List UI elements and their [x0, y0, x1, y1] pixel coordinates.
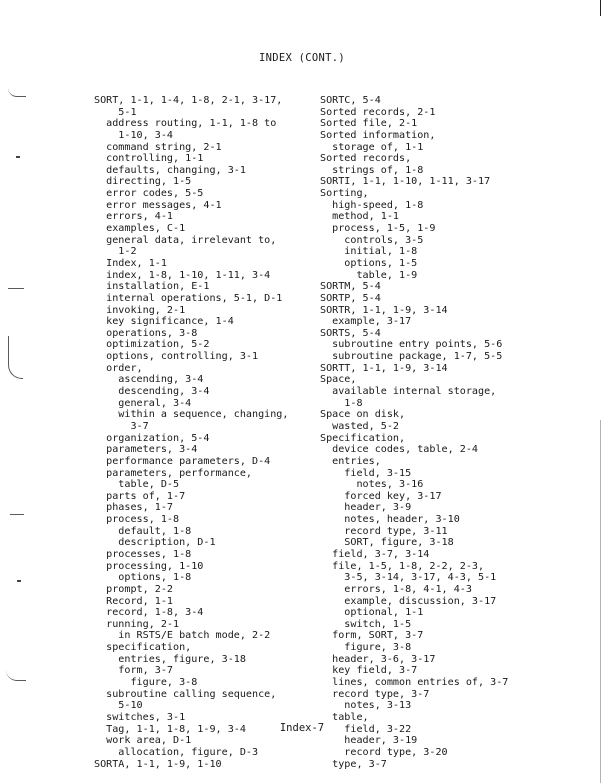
index-entry: address routing, 1-1, 1-8 to — [94, 118, 277, 130]
page-footer: Index-7 — [279, 722, 325, 734]
index-entry: wasted, 5-2 — [320, 420, 400, 432]
index-entry: allocation, figure, D-3 — [94, 746, 259, 758]
index-entry: general, 3-4 — [94, 397, 192, 409]
index-entry: 3-5, 3-14, 3-17, 4-3, 5-1 — [320, 572, 497, 584]
index-entry: storage of, 1-1 — [320, 141, 424, 153]
index-entry: operations, 3-8 — [94, 327, 198, 339]
index-entry: examples, C-1 — [94, 223, 186, 235]
index-entry: default, 1-8 — [94, 525, 192, 537]
index-entry: process, 1-5, 1-9 — [320, 223, 436, 235]
index-entry: optimization, 5-2 — [94, 339, 210, 351]
index-entry: form, 3-7 — [94, 665, 174, 677]
index-entry: invoking, 2-1 — [94, 304, 186, 316]
index-entry: key field, 3-7 — [320, 665, 418, 677]
index-entry: errors, 4-1 — [94, 211, 174, 223]
index-entry: Sorted records, — [320, 153, 412, 165]
index-entry: field, 3-15 — [320, 467, 412, 479]
index-entry: subroutine entry points, 5-6 — [320, 339, 503, 351]
index-entry: field, 3-22 — [320, 723, 412, 735]
index-entry: description, D-1 — [94, 537, 216, 549]
index-entry: Specification, — [320, 432, 406, 444]
edge-rule — [600, 0, 601, 16]
index-entry: processing, 1-10 — [94, 560, 204, 572]
index-entry: figure, 3-8 — [320, 642, 412, 654]
index-entry: SORT, figure, 3-18 — [320, 537, 454, 549]
index-entry: record type, 3-7 — [320, 688, 430, 700]
index-entry: strings of, 1-8 — [320, 164, 424, 176]
index-column-left — [94, 95, 288, 770]
index-entry: general data, irrelevant to, — [94, 234, 277, 246]
scan-mark — [8, 88, 26, 97]
index-entry: type, 3-7 — [320, 758, 387, 770]
index-entry: entries, — [320, 455, 381, 467]
index-entry: optional, 1-1 — [320, 607, 424, 619]
index-entry: SORTM, 5-4 — [320, 281, 381, 293]
index-entry: parameters, 3-4 — [94, 444, 198, 456]
index-entry: specification, — [94, 642, 192, 654]
index-entry: options, 1-8 — [94, 572, 192, 584]
index-entry: notes, 3-16 — [320, 479, 424, 491]
index-entry: table, D-5 — [94, 479, 180, 491]
index-entry: running, 2-1 — [94, 618, 180, 630]
index-entry: directing, 1-5 — [94, 176, 192, 188]
index-entry: SORTR, 1-1, 1-9, 3-14 — [320, 304, 448, 316]
index-entry: device codes, table, 2-4 — [320, 444, 479, 456]
index-entry: SORTS, 5-4 — [320, 327, 381, 339]
index-entry: Space on disk, — [320, 409, 406, 421]
index-entry: entries, figure, 3-18 — [94, 653, 246, 665]
index-entry: performance parameters, D-4 — [94, 455, 271, 467]
index-entry: available internal storage, — [320, 386, 497, 398]
index-entry: SORTI, 1-1, 1-10, 1-11, 3-17 — [320, 176, 491, 188]
index-entry: Tag, 1-1, 1-8, 1-9, 3-4 — [94, 723, 246, 735]
index-entry: SORTT, 1-1, 1-9, 3-14 — [320, 362, 448, 374]
index-entry: 1-2 — [94, 246, 137, 258]
index-entry: work area, D-1 — [94, 735, 192, 747]
index-entry: within a sequence, changing, — [94, 409, 289, 421]
index-entry: SORTP, 5-4 — [320, 292, 381, 304]
index-entry: Sorted information, — [320, 129, 436, 141]
index-entry: prompt, 2-2 — [94, 583, 174, 595]
index-entry: internal operations, 5-1, D-1 — [94, 292, 283, 304]
index-entry: notes, 3-13 — [320, 700, 412, 712]
index-entry: notes, header, 3-10 — [320, 514, 460, 526]
index-entry: method, 1-1 — [320, 211, 400, 223]
index-entry: 1-10, 3-4 — [94, 129, 174, 141]
index-entry: header, 3-9 — [320, 502, 412, 514]
index-entry: parts of, 1-7 — [94, 490, 186, 502]
scan-mark — [8, 336, 23, 379]
index-entry: phases, 1-7 — [94, 502, 174, 514]
index-entry: order, — [94, 362, 143, 374]
index-entry: SORTC, 5-4 — [320, 95, 381, 106]
index-entry: SORTA, 1-1, 1-9, 1-10 — [94, 758, 222, 770]
index-entry: processes, 1-8 — [94, 548, 192, 560]
index-entry: table, — [320, 711, 369, 723]
index-entry: forced key, 3-17 — [320, 490, 442, 502]
scan-mark — [16, 156, 20, 158]
index-entry: lines, common entries of, 3-7 — [320, 677, 509, 689]
index-entry: process, 1-8 — [94, 514, 180, 526]
index-entry: record type, 3-11 — [320, 525, 448, 537]
index-entry: field, 3-7, 3-14 — [320, 548, 430, 560]
index-entry: figure, 3-8 — [94, 677, 198, 689]
index-entry: organization, 5-4 — [94, 432, 210, 444]
index-entry: errors, 1-8, 4-1, 4-3 — [320, 583, 472, 595]
index-entry: 3-7 — [94, 420, 149, 432]
index-entry: command string, 2-1 — [94, 141, 222, 153]
edge-rule — [600, 420, 601, 783]
index-entry: table, 1-9 — [320, 269, 418, 281]
index-entry: ascending, 3-4 — [94, 374, 204, 386]
index-entry: defaults, changing, 3-1 — [94, 164, 246, 176]
index-entry: 1-8 — [320, 397, 363, 409]
index-entry: installation, E-1 — [94, 281, 210, 293]
index-entry: options, controlling, 3-1 — [94, 351, 259, 363]
index-entry: high-speed, 1-8 — [320, 199, 424, 211]
index-entry: controls, 3-5 — [320, 234, 424, 246]
index-entry: index, 1-8, 1-10, 1-11, 3-4 — [94, 269, 271, 281]
index-entry: file, 1-5, 1-8, 2-2, 2-3, — [320, 560, 485, 572]
index-entry: 5-1 — [94, 106, 137, 118]
scan-mark — [10, 508, 24, 515]
index-entry: switch, 1-5 — [320, 618, 412, 630]
index-entry: Record, 1-1 — [94, 595, 174, 607]
index-entry: record type, 3-20 — [320, 746, 448, 758]
scan-mark — [8, 282, 24, 289]
index-entry: descending, 3-4 — [94, 386, 210, 398]
index-entry: options, 1-5 — [320, 257, 418, 269]
index-entry: controlling, 1-1 — [94, 153, 204, 165]
scan-mark — [17, 580, 21, 582]
index-entry: switches, 3-1 — [94, 711, 186, 723]
index-entry: record, 1-8, 3-4 — [94, 607, 204, 619]
index-column-right — [320, 95, 508, 770]
index-entry: Index, 1-1 — [94, 257, 167, 269]
index-entry: Sorted records, 2-1 — [320, 106, 436, 118]
index-entry: error codes, 5-5 — [94, 188, 204, 200]
index-entry: header, 3-6, 3-17 — [320, 653, 436, 665]
page-header: INDEX (CONT.) — [258, 52, 346, 64]
index-entry: Sorting, — [320, 188, 369, 200]
index-entry: example, 3-17 — [320, 316, 412, 328]
index-entry: header, 3-19 — [320, 735, 418, 747]
index-entry: SORT, 1-1, 1-4, 1-8, 2-1, 3-17, — [94, 95, 283, 106]
index-entry: initial, 1-8 — [320, 246, 418, 258]
scan-mark — [6, 670, 26, 681]
index-entry: form, SORT, 3-7 — [320, 630, 424, 642]
index-entry: parameters, performance, — [94, 467, 253, 479]
index-entry: error messages, 4-1 — [94, 199, 222, 211]
index-entry: Space, — [320, 374, 357, 386]
index-entry: subroutine calling sequence, — [94, 688, 277, 700]
index-entry: Sorted file, 2-1 — [320, 118, 418, 130]
index-entry: subroutine package, 1-7, 5-5 — [320, 351, 503, 363]
index-entry: 5-10 — [94, 700, 143, 712]
index-entry: in RSTS/E batch mode, 2-2 — [94, 630, 271, 642]
index-entry: key significance, 1-4 — [94, 316, 234, 328]
index-entry: example, discussion, 3-17 — [320, 595, 497, 607]
